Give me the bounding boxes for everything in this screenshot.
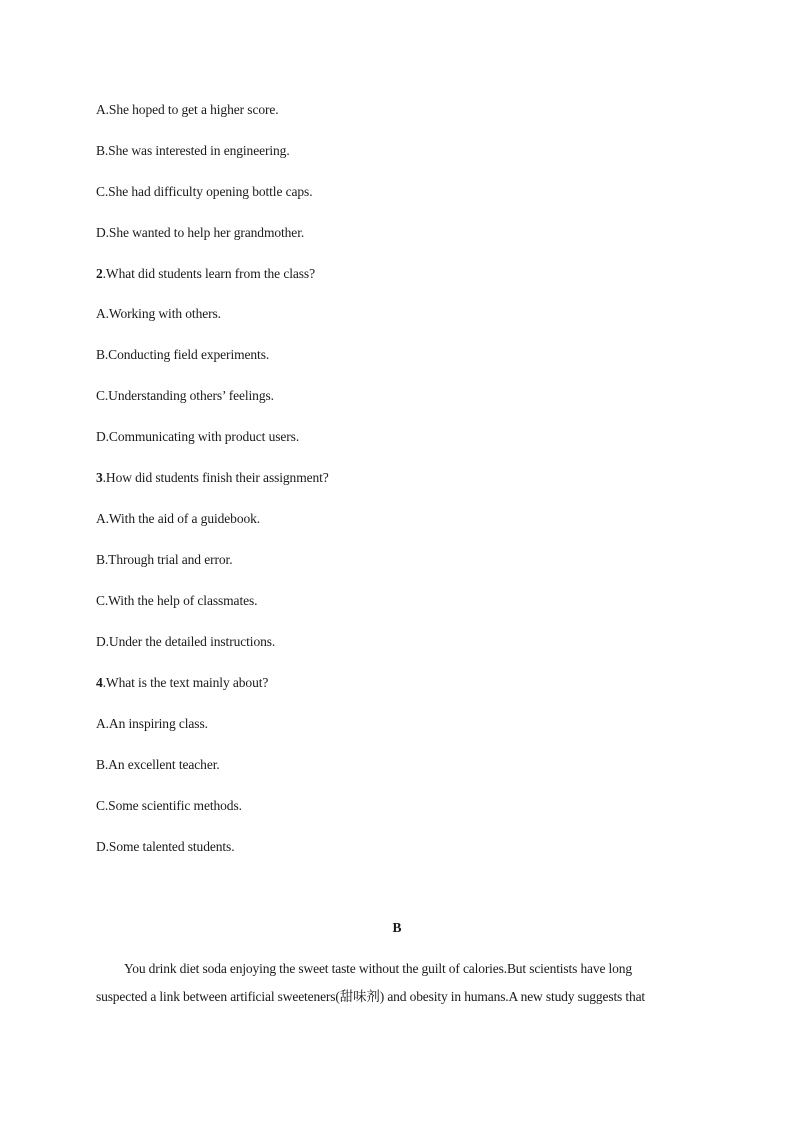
q1-option-d: D.She wanted to help her grandmother. bbox=[96, 225, 305, 240]
q4-option-a: A.An inspiring class. bbox=[96, 716, 208, 731]
q1-option-c: C.She had difficulty opening bottle caps. bbox=[96, 184, 313, 199]
section-b-paragraph-line-1: You drink diet soda enjoying the sweet taste without the guilt of calories.But scientists have long bbox=[124, 961, 632, 976]
q4-option-b: B.An excellent teacher. bbox=[96, 757, 220, 772]
q4-option-c: C.Some scientific methods. bbox=[96, 798, 242, 813]
q3-option-b: B.Through trial and error. bbox=[96, 552, 233, 567]
q3-option-c: C.With the help of classmates. bbox=[96, 593, 258, 608]
q2-option-d: D.Communicating with product users. bbox=[96, 429, 300, 444]
q3-option-a: A.With the aid of a guidebook. bbox=[96, 511, 261, 526]
q4-number: 4 bbox=[96, 675, 103, 690]
q2-text: .What did students learn from the class? bbox=[102, 266, 315, 281]
q2-stem bbox=[96, 265, 315, 283]
q1-option-a: A.She hoped to get a higher score. bbox=[96, 102, 279, 117]
q2-option-a: A.Working with others. bbox=[96, 306, 221, 321]
q2-number: 2 bbox=[96, 266, 103, 281]
q2-option-c: C.Understanding others’ feelings. bbox=[96, 388, 274, 403]
q3-option-d: D.Under the detailed instructions. bbox=[96, 634, 276, 649]
q4-option-d: D.Some talented students. bbox=[96, 839, 235, 854]
q4-stem bbox=[96, 674, 268, 692]
q4-text: .What is the text mainly about? bbox=[102, 675, 269, 690]
section-b-title: B bbox=[392, 920, 402, 935]
q3-stem bbox=[96, 469, 329, 487]
q3-number: 3 bbox=[96, 470, 103, 485]
q1-option-b: B.She was interested in engineering. bbox=[96, 143, 290, 158]
q3-text: .How did students finish their assignment? bbox=[102, 470, 329, 485]
section-b-paragraph-line-2: suspected a link between artificial sweeteners(甜味剂) and obesity in humans.A new study suggests that bbox=[96, 989, 646, 1004]
q2-option-b: B.Conducting field experiments. bbox=[96, 347, 270, 362]
